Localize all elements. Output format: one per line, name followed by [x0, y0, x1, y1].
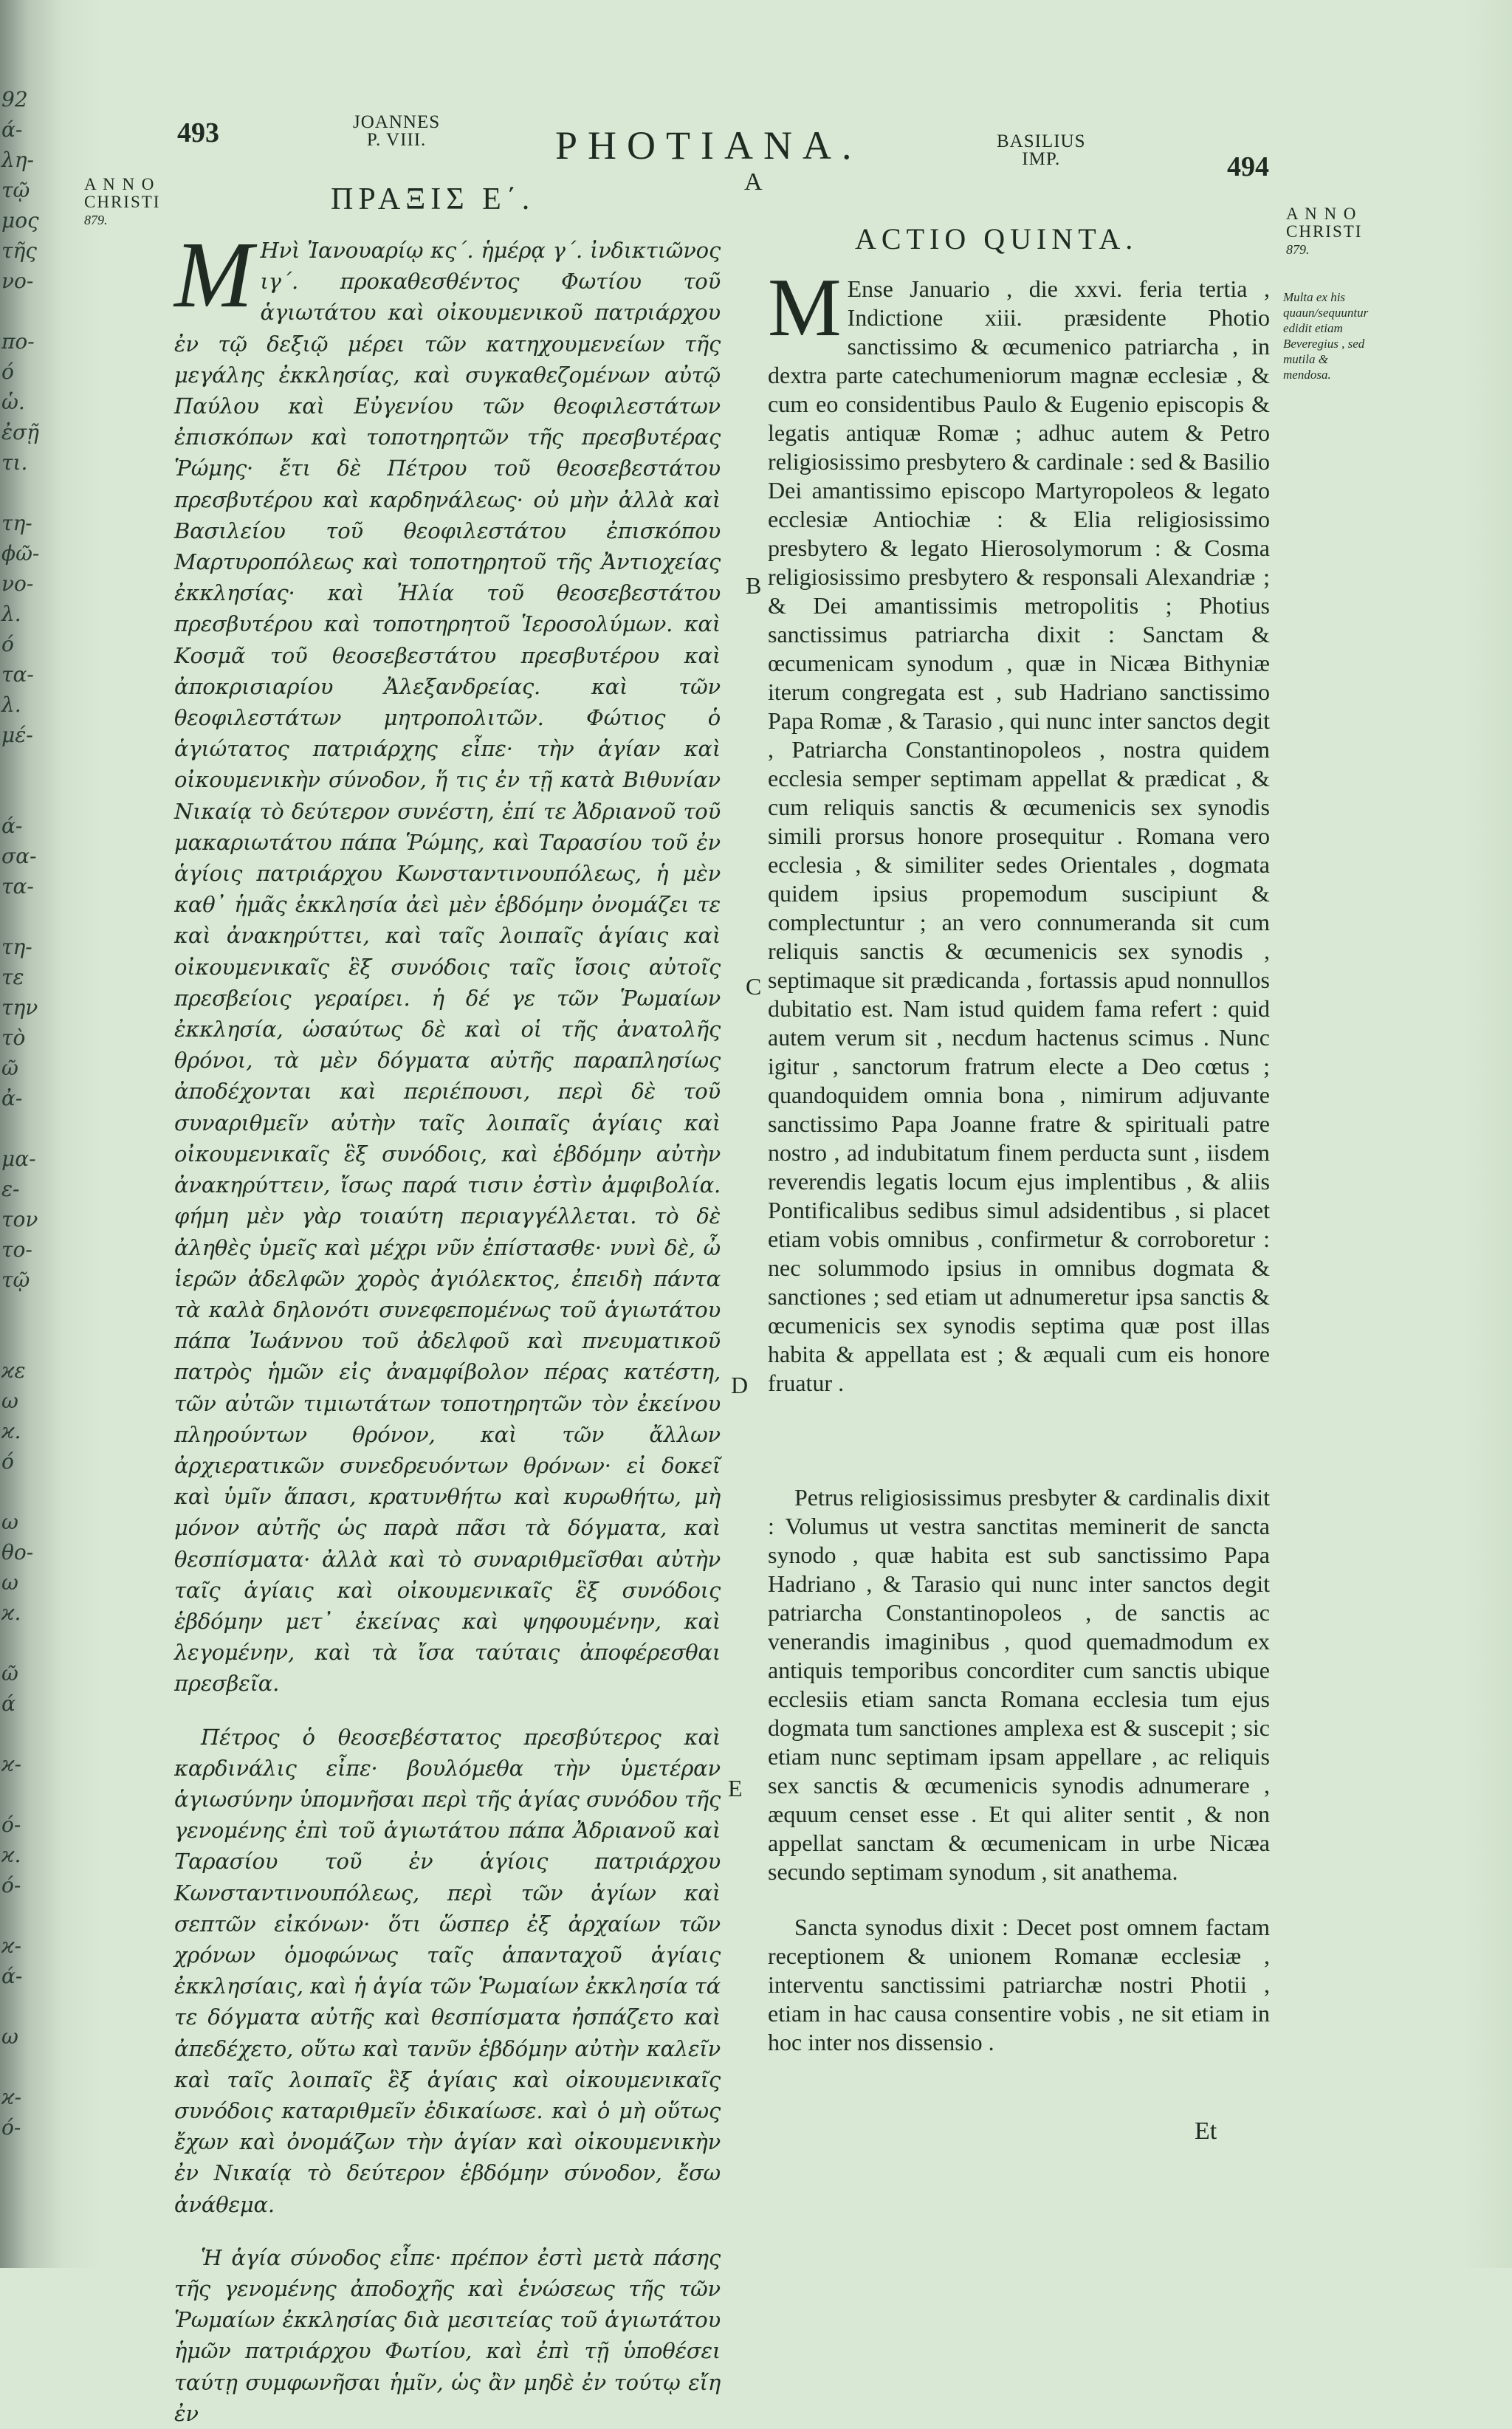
gutter-fragment: ω	[1, 1389, 18, 1413]
gutter-fragment: ϰ.	[1, 1601, 21, 1625]
gutter-fragment: τὸ	[1, 1025, 26, 1050]
gutter-fragment: λη-	[1, 148, 34, 172]
gutter-fragment: λ.	[1, 602, 21, 626]
greek-column	[174, 222, 721, 2426]
latin-paragraph-3: Sancta synodus dixit : Decet post omnem factam receptionem & unionem Romanæ ecclesiæ , interventu sanctissimi patriarchæ nostri Photii , etiam in hac causa consentire vobis , ne sit etiam in hoc inter nos dissensio .	[768, 1914, 1270, 2055]
gutter-fragment: ά-	[1, 814, 23, 838]
christi-label: CHRISTI	[84, 193, 161, 211]
catchword: Et	[1195, 2117, 1217, 2145]
anno-year: 879.	[1286, 242, 1310, 257]
gutter-fragment: ἀ-	[1, 1086, 23, 1110]
left-running-head: JOANNES P. VIII.	[353, 112, 441, 150]
facing-page-edge	[0, 0, 58, 2268]
gutter-fragment: 92	[1, 87, 28, 111]
gutter-fragment: ω	[1, 1570, 18, 1595]
gutter-fragment: σα-	[1, 844, 37, 868]
gutter-fragment: ἐσῇ	[1, 420, 39, 444]
greek-paragraph-2: Πέτρος ὁ θεοσεβέστατος πρεσβύτερος καὶ καρδινάλις εἶπε· βουλόμεθα τὴν ὑμετέραν ἁγιωσύνην ὑπομνῆσαι περὶ τῆς ἁγίας συνόδου τῆς γενομένης ἐπὶ τοῦ ἁγιωτάτου πάπα Ἀδριανοῦ καὶ Ταρασίου τοῦ ἐν ἁγίοις πατριάρχου Κωνσταντινουπόλεως, περὶ τῶν ἁγίων καὶ σεπτῶν εἰκόνων· ὅτι ὥσπερ ἐξ ἀρχαίων τῶν χρόνων ὁμοφώνως ταῖς ἁπανταχοῦ ἁγίαις ἐκκλησίαις, καὶ ἡ ἁγία τῶν Ῥωμαίων ἐκκλησία τά τε δόγματα αὐτῆς καὶ θεσπίσματα ἠσπάζετο καὶ ἀπεδέχετο, οὕτω καὶ τανῦν ἑβδόμην αὐτὴν καλεῖν καὶ ταῖς λοιπαῖς ἓξ ἁγίαις καὶ οἰκουμενικαῖς συνόδοις καταριθμεῖν ἐδικαίωσε. καὶ ὁ μὴ οὕτως ἔχων καὶ ὀνομάζων τὴν ἁγίαν καὶ οἰκουμενικὴν ἐν Νικαίᾳ τὸ δεύτερον ἑβδόμην σύνοδον, ἔσω ἀνάθεμα.	[174, 1724, 721, 2217]
gutter-fragment: τι.	[1, 450, 28, 475]
line-marker-b: B	[746, 572, 762, 599]
gutter-fragment: τα-	[1, 874, 34, 899]
latin-heading: ACTIO QUINTA.	[855, 222, 1138, 255]
gutter-fragment: ϰ-	[1, 1752, 21, 1776]
gutter-fragment: ϰ-	[1, 1934, 21, 1958]
right-running-head: BASILIUS IMP.	[997, 131, 1086, 169]
right-page-number: 494	[1227, 151, 1269, 182]
gutter-fragment: ϰ.	[1, 1843, 21, 1867]
greek-dropcap: Μ	[174, 222, 253, 327]
gutter-fragment: ϰε	[1, 1358, 26, 1383]
marginal-note: Multa ex his quaun/sequuntur edidit etiam Beveregius , sed mutila & mendosa.	[1283, 290, 1369, 382]
gutter-fragment: ὡ.	[1, 390, 25, 414]
anno-christi-right	[1286, 205, 1362, 258]
gutter-fragment: μέ-	[1, 723, 33, 747]
gutter-fragment: τε	[1, 965, 24, 989]
gutter-fragment: ό-	[1, 2115, 21, 2140]
gutter-fragment: ό-	[1, 1813, 21, 1837]
gutter-fragment: ῶ	[1, 1056, 18, 1080]
gutter-fragment: μος	[1, 208, 39, 233]
gutter-fragment: θο-	[1, 1540, 34, 1564]
gutter-fragment: μα-	[1, 1147, 36, 1171]
gutter-fragment: ῶ	[1, 1661, 18, 1686]
line-marker-c: C	[746, 973, 762, 1000]
latin-column	[768, 262, 1270, 2091]
christi-label: CHRISTI	[1286, 222, 1363, 241]
gutter-fragment: ω	[1, 2024, 18, 2049]
gutter-fragment: ά	[1, 1691, 16, 1716]
left-page-number: 493	[177, 117, 219, 148]
gutter-fragment: ϕῶ-	[1, 541, 40, 566]
gutter-fragment: ϰ.	[1, 1419, 21, 1443]
gutter-fragment: ά-	[1, 117, 23, 142]
gutter-fragment: την	[1, 995, 38, 1020]
anno-christi-left	[84, 176, 160, 229]
gutter-fragment: νο-	[1, 269, 34, 293]
gutter-fragment: τῆς	[1, 238, 37, 263]
gutter-fragment: το-	[1, 1237, 32, 1262]
greek-paragraph-3: Ἡ ἁγία σύνοδος εἶπε· πρέπον ἐστὶ μετὰ πάσης τῆς γενομένης ἀποδοχῆς καὶ ἑνώσεως τῆς τῶν Ῥωμαίων ἐκκλησίας διὰ μεσιτείας τοῦ ἁγιωτάτου ἡμῶν πατριάρχου Φωτίου, καὶ ἐπὶ τῇ ὑποθέσει ταύτῃ συμφωνῆσαι ἡμῖν, ὡς ἂν μηδὲ ἐν τούτῳ εἴη ἐν	[174, 2244, 721, 2426]
gutter-fragment: τῷ	[1, 178, 30, 202]
gutter-fragment: ό	[1, 632, 14, 656]
gutter-fragment: τα-	[1, 662, 34, 687]
greek-heading: ΠΡΑΞΙΣ Ε΄.	[331, 182, 535, 216]
gutter-fragment: ε-	[1, 1177, 20, 1201]
gutter-fragment: λ.	[1, 693, 21, 717]
anno-label: A N N O	[84, 175, 156, 193]
gutter-fragment: τη-	[1, 935, 32, 959]
gutter-fragment: ό	[1, 1449, 14, 1474]
line-marker-d: D	[731, 1372, 749, 1398]
gutter-fragment: ό-	[1, 1873, 21, 1897]
anno-label: A N N O	[1286, 205, 1358, 223]
gutter-fragment: πο-	[1, 329, 35, 354]
gutter-fragment: τον	[1, 1207, 38, 1231]
page-title: PHOTIANA.	[555, 123, 862, 168]
gutter-fragment: τη-	[1, 511, 32, 535]
section-letter-a: A	[744, 168, 763, 196]
latin-paragraph-2: Petrus religiosissimus presbyter & cardinalis dixit : Volumus ut vestra sanctitas meminerit de sancta synodo , quæ habita est sub sanctissimo Papa Hadriano , & Tarasio qui nunc inter sanctos degit patriarcha Constantinopoleos , de sanctis ac venerandis imaginibus , quod quemadmodum ex antiquis temporibus concorditer cum sanctis ubique ecclesiis etiam sancta Romana ecclesia tum ejus dogmata tum sanctiones amplexa est & suscepit ; sic etiam nunc septimam ipsam appellare , ac reliquis sex sanctis & œcumenicis synodis adnumerare , æquum censet esse . Et qui aliter sentit , & non appellat sanctam & œcumenicam in urbe Nicæa secundo septimam synodum , sit anathema.	[768, 1484, 1270, 1885]
line-marker-e: E	[728, 1775, 743, 1801]
latin-dropcap: M	[768, 262, 842, 354]
gutter-fragment: νο-	[1, 571, 34, 596]
latin-paragraph-1: Ense Januario , die xxvi. feria tertia , Indictione xiii. præsidente Photio sanctissimo & œcumenico patriarcha , in dextra parte catechumeniorum magnæ ecclesiæ , & cum eo considentibus Paulo & Eugenio episcopis & legatis antiquæ Romæ ; adhuc autem & Petro religiosissimo presbytero & cardinale : sed & Basilio Dei amantissimo episcopo Martyropoleos & legato ecclesiæ Antiochiæ : & Elia religiosissimo presbytero & legato Hierosolymorum : & Cosma religiosissimo presbytero & responsali Alexandriæ ; & Dei amantissimis metropolitis ; Photius sanctissimus patriarcha dixit : Sanctam & œcumenicam synodum , quæ in Nicæa Bithyniæ iterum congregata est , sub Hadriano sanctissimo Papa Romæ , & Tarasio , qui nunc inter sanctos degit , Patriarcha Constantinopoleos , nostra quidem ecclesia semper septimam appellat & prædicat , & cum reliquis sanctis & œcumenicis sex synodis simili prorsus honore prosequitur . Romana vero ecclesia , & similiter sedes Orientales , dogmata quidem ipsius propemodum suscipiunt & complectuntur ; an vero connumeranda sit cum reliquis sanctis & œcumenicis sex synodis , septimaque sit prædicanda , fortassis apud nonnullos dubitatio est. Nam istud quidem fama refert : quid autem verum sit , necdum hactenus scimus . Nunc igitur , sanctorum fratrum electe a Deo cœtus ; quandoquidem omnia bona , nimirum adjuvante sanctissimo Papa Joanne fratre & spirituali patre nostro , ad indubitatum finem perducta sunt , iisdem reverendis legatis locum ejus implentibus , & aliis Pontificalibus sedibus simul adsidentibus , si placet etiam vobis omnibus , confirmetur & corroboretur : nec solummodo ipsius in omnibus dogmata & sanctiones ; sed etiam ut adnumeretur ipsa sanctis & œcumenicis sex synodis septima quæ post illas habita & appellata est ; & æquali cum eis honore fruatur .	[768, 275, 1270, 1396]
anno-year: 879.	[84, 213, 108, 227]
gutter-fragment: ϰ-	[1, 2085, 21, 2109]
greek-paragraph-1: Ηνὶ Ἰανουαρίῳ κς΄. ἡμέρᾳ γ΄. ἰνδικτιῶνος ιγ΄. προκαθεσθέντος Φωτίου τοῦ ἁγιωτάτου καὶ οἰκουμενικοῦ πατριάρχου ἐν τῷ δεξιῷ μέρει τῶν κατηχουμενείων τῆς μεγάλης ἐκκλησίας, καὶ συγκαθεζομένων αὐτῷ Παύλου καὶ Εὐγενίου τῶν θεοφιλεστάτων ἐπισκόπων καὶ τοποτηρητῶν τῆς πρεσβυτέρας Ῥώμης· ἔτι δὲ Πέτρου τοῦ θεοσεβεστάτου πρεσβυτέρου καὶ καρδηνάλεως· οὐ μὴν ἀλλὰ καὶ Βασιλείου τοῦ θεοφιλεστάτου ἐπισκόπου Μαρτυροπόλεως καὶ τοποτηρητοῦ τῆς Ἀντιοχείας ἐκκλησίας· καὶ Ἠλία τοῦ θεοσεβεστάτου πρεσβυτέρου καὶ τοποτηρητοῦ Ἱεροσολύμων. καὶ Κοσμᾶ τοῦ θεοσεβεστάτου πρεσβυτέρου καὶ ἀποκρισιαρίου Ἀλεξανδρείας. καὶ τῶν θεοφιλεστάτων μητροπολιτῶν. Φώτιος ὁ ἁγιώτατος πατριάρχης εἶπε· τὴν ἁγίαν καὶ οἰκουμενικὴν σύνοδον, ἥ τις ἐν τῇ κατὰ Βιθυνίαν Νικαίᾳ τὸ δεύτερον συνέστη, ἐπί τε Ἀδριανοῦ τοῦ μακαριωτάτου πάπα Ῥώμης, καὶ Ταρασίου τοῦ ἐν ἁγίοις πατριάρχου Κωνσταντινουπόλεως, ἡ μὲν καθ᾽ ἡμᾶς ἐκκλησία ἀεὶ μὲν ἑβδόμην ὀνομάζει τε καὶ ἀνακηρύττει, καὶ ταῖς λοιπαῖς ἁγίαις καὶ οἰκουμενικαῖς ἓξ συνόδοις ταῖς ἴσοις αὐτοῖς πρεσβείοις γεραίρει. ἡ δέ γε τῶν Ῥωμαίων ἐκκλησία, ὡσαύτως δὲ καὶ οἱ τῆς ἀνατολῆς θρόνοι, τὰ μὲν δόγματα αὐτῆς παραπλησίως ἀποδέχονται καὶ περιέπουσι, περὶ δὲ τοῦ συναριθμεῖν αὐτὴν ταῖς λοιπαῖς ἁγίαις καὶ οἰκουμενικαῖς ἓξ συνόδοις, καὶ ἑβδόμην αὐτὴν ἀνακηρύττειν, ἴσως παρά τισιν ἐστὶν ἀμφιβολία. φήμη μὲν γὰρ τοιαύτη περιαγγέλλεται. τὸ δὲ ἀληθὲς ὑμεῖς καὶ μέχρι νῦν ἐπίστασθε· νυνὶ δὲ, ὦ ἱερῶν ἀδελφῶν χορὸς ἀγιόλεκτος, ἐπειδὴ πάντα τὰ καλὰ δηλονότι συνεφεπομένως τοῦ ἁγιωτάτου πάπα Ἰωάννου τοῦ ἀδελφοῦ καὶ πνευματικοῦ πατρὸς ἡμῶν εἰς ἀναμφίβολον πέρας κατέστη, τῶν αὐτῶν τιμιωτάτων τοποτηρητῶν τὸν ἐκείνου πληρούντων θρόνον, καὶ τῶν ἄλλων ἀρχιερατικῶν συνεδρευόντων θρόνων· εἰ δοκεῖ καὶ ὑμῖν ἅπασι, κρατυνθήτω καὶ κυρωθήτω, μὴ μόνον αὐτῆς ὡς παρὰ πᾶσι τὰ δόγματα, καὶ θεσπίσματα· ἀλλὰ καὶ τὸ συναριθμεῖσθαι αὐτὴν ταῖς ἁγίαις καὶ οἰκουμενικαῖς ἓξ συνόδοις ἑβδόμην μετ᾽ ἐκείνας καὶ ψηφουμένην, καὶ λεγομένην, καὶ τὰ ἴσα ταύταις ἀποφέρεσθαι πρεσβεῖα.	[174, 238, 721, 1697]
gutter-fragment: ό	[1, 360, 14, 384]
gutter-fragment: τῷ	[1, 1268, 30, 1292]
gutter-fragment: ά-	[1, 1964, 23, 1988]
gutter-fragment: ω	[1, 1510, 18, 1534]
